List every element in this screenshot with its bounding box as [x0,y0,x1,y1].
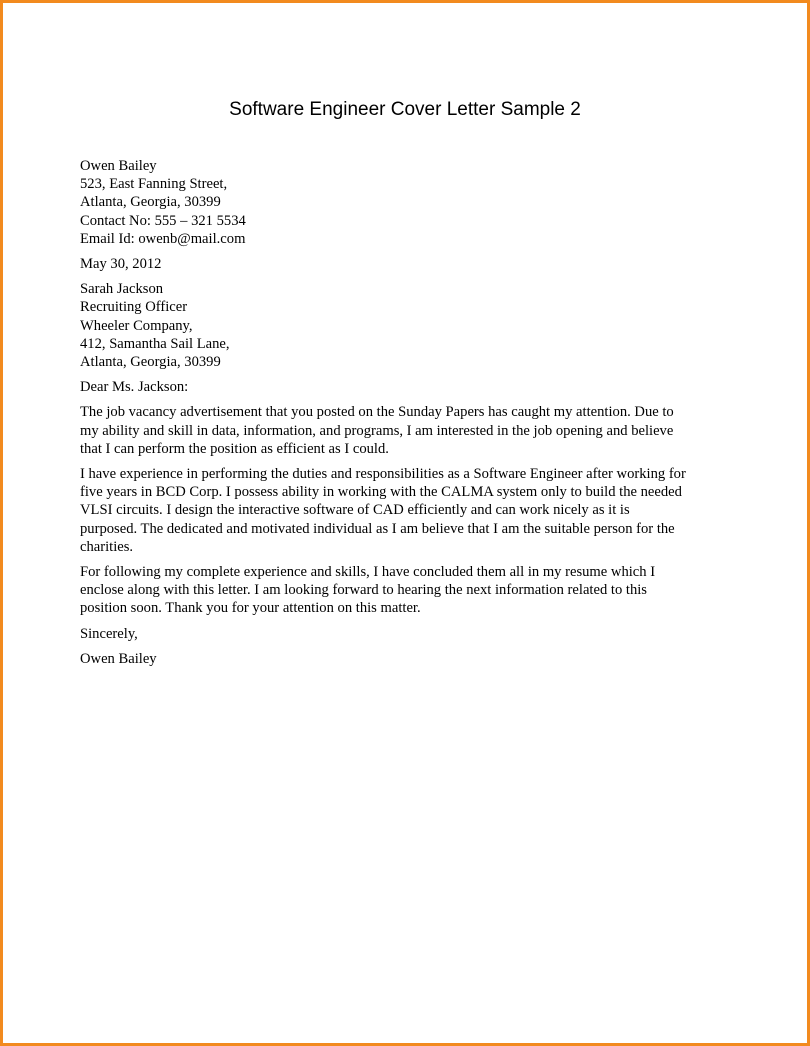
paragraph-line: purposed. The dedicated and motivated individual as I am believe that I am the suitable person for the [80,520,675,537]
paragraph-line: VLSI circuits. I design the interactive software of CAD efficiently and can work nicely as it is [80,502,630,519]
paragraph-line: my ability and skill in data, information, and programs, I am interested in the job opening and believe [80,422,674,439]
paragraph-line: that I can perform the position as efficient as I could. [80,440,389,457]
sender-line: 523, East Fanning Street, [80,176,228,193]
paragraph-3 [80,563,740,618]
paragraph-line: For following my complete experience and skills, I have concluded them all in my resume which I [80,564,656,581]
paragraph-line: charities. [80,538,134,555]
letter-body [80,157,740,675]
recipient-line: Wheeler Company, [80,317,193,334]
closing [80,625,740,643]
letter-date [80,255,740,273]
paragraph-line: The job vacancy advertisement that you posted on the Sunday Papers has caught my attention. Due to [80,404,674,421]
paragraph-line: enclose along with this letter. I am looking forward to hearing the next information related to this [80,582,647,599]
salutation-text: Dear Ms. Jackson: [80,379,189,396]
paragraph-line: five years in BCD Corp. I possess ability in working with the CALMA system only to build the needed [80,484,682,501]
signature [80,650,740,668]
recipient-line: Recruiting Officer [80,299,188,316]
sender-line: Atlanta, Georgia, 30399 [80,194,221,211]
paragraph-line: I have experience in performing the duties and responsibilities as a Software Engineer after working for [80,466,686,483]
recipient-line: Atlanta, Georgia, 30399 [80,354,221,371]
sender-line: Email Id: owenb@mail.com [80,230,246,247]
paragraph-line: position soon. Thank you for your attention on this matter. [80,600,421,617]
closing-text: Sincerely, [80,625,138,642]
sender-address [80,157,740,248]
document-title: Software Engineer Cover Letter Sample 2 [229,99,581,120]
recipient-address [80,280,740,371]
sender-line: Contact No: 555 – 321 5534 [80,212,246,229]
sender-line: Owen Bailey [80,158,157,174]
signature-text: Owen Bailey [80,650,157,667]
salutation [80,378,740,396]
paragraph-2 [80,465,740,556]
recipient-line: 412, Samantha Sail Lane, [80,335,230,352]
paragraph-1 [80,403,740,458]
date-text: May 30, 2012 [80,256,162,273]
recipient-line: Sarah Jackson [80,281,164,298]
